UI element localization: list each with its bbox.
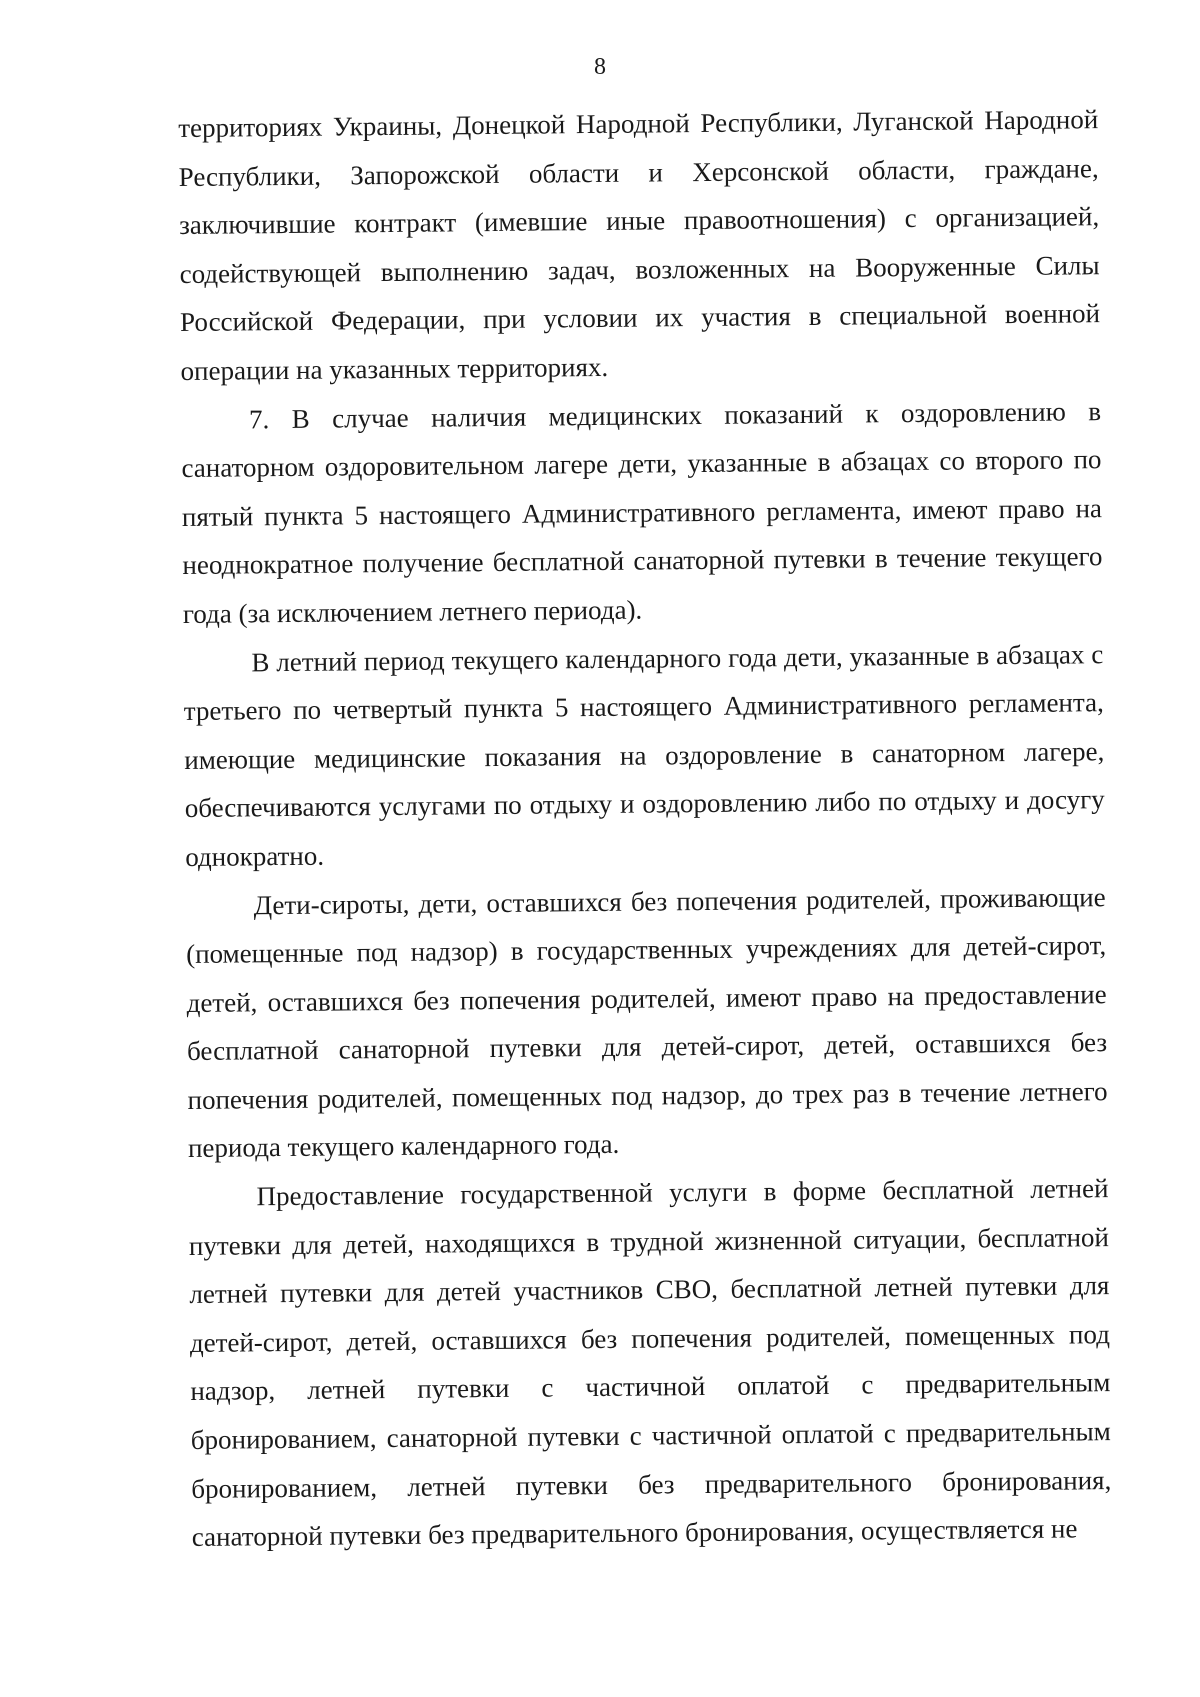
paragraph-summer-period: В летний период текущего календарного года дети, указанные в абзацах с третьего по четвертый пункта 5 настоящего Административного регламента, имеющие медицинские показания на оздоровление в санаторном лагере, обеспечиваются услугами по отдыху и оздоровлению либо по отдыху и досугу однократно. — [183, 638, 1105, 872]
paragraph-service-provision: Предоставление государственной услуги в форме бесплатной летней путевки для детей, находящихся в трудной жизненной ситуации, бесплатной летней путевки для детей участников СВО, бесплатной летней путевки для детей-сирот, детей, оставшихся без попечения родителей, помещенных под надзор, летней путевки с частичной оплатой с предварительным бронированием, санаторной путевки с частичной оплатой с предварительным бронированием, летней путевки без предварительного бронирования, санаторной путевки без предварительного бронирования, осуществляется не — [188, 1173, 1112, 1553]
page-number: 8 — [594, 54, 606, 80]
paragraph-item-7: 7. В случае наличия медицинских показаний к оздоровлению в санаторном оздоровительном лагере дети, указанные в абзацах со второго по пятый пункта 5 настоящего Административного регламента, имеют право на неоднократное получение бесплатной санаторной путевки в течение текущего года (за исключением летнего периода). — [181, 395, 1103, 629]
paragraph-orphans: Дети-сироты, дети, оставшихся без попечения родителей, проживающие (помещенные под надзор) в государственных учреждениях для детей-сирот, детей, оставшихся без попечения родителей, имеют право на предоставление бесплатной санаторной путевки для детей-сирот, детей, оставшихся без попечения родителей, помещенных под надзор, до трех раз в течение летнего периода текущего календарного года. — [186, 881, 1108, 1164]
paragraph-continuation: территориях Украины, Донецкой Народной Республики, Луганской Народной Республики, Запорожской области и Херсонской области, граждане, заключившие контракт (имевшие иные правоотношения) с организацией, содействующей выполнению задач, возложенных на Вооруженные Силы Российской Федерации, при условии их участия в специальной военной операции на указанных территориях. — [178, 104, 1101, 386]
document-body — [178, 95, 1112, 1562]
